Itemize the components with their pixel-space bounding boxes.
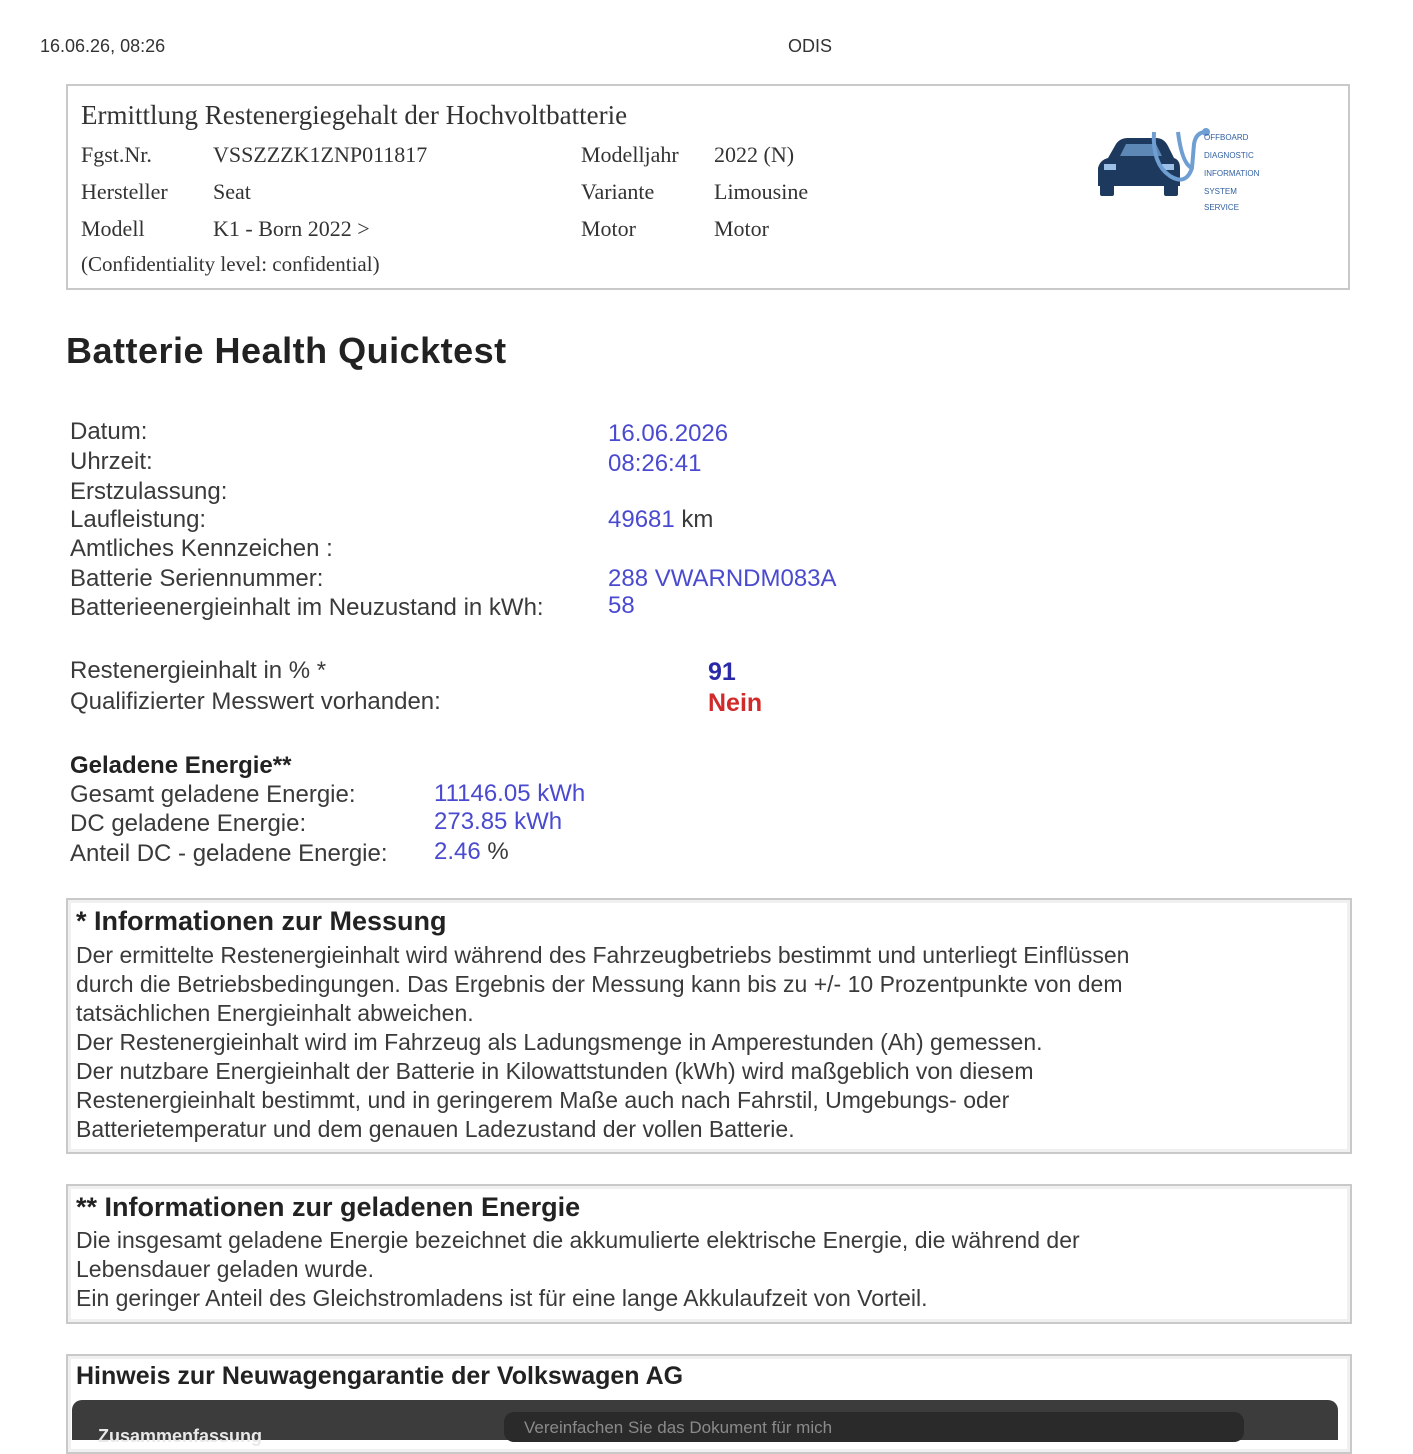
print-datetime: 16.06.26, 08:26 [40,36,166,56]
dc-unit: kWh [514,808,563,835]
info-energie-box [66,1184,1352,1324]
anteil-value [434,838,509,866]
info-messung-line: Der ermittelte Restenergieinhalt wird während des Fahrzeugbetriebs bestimmt und unterliegt Einflüssen [76,942,1130,968]
logo-text-2: DIAGNOSTIC [1204,151,1254,160]
assistant-overlay-bar [72,1400,1338,1446]
anteil-label: Anteil DC - geladene Energie: [70,840,388,867]
modelljahr-label: Modelljahr [581,142,679,167]
datum-value: 16.06.2026 [608,420,729,447]
app-name: ODIS [788,36,833,56]
logo-text-1: OFFBOARD [1204,133,1249,142]
logo-text-5: SERVICE [1204,203,1239,212]
modelljahr-value: 2022 (N) [714,142,795,167]
info-messung-line: durch die Betriebsbedingungen. Das Ergebnis der Messung kann bis zu +/- 10 Prozentpunkte von dem [76,971,1123,997]
seriennummer-value: 288 VWARNDM083A [608,565,837,592]
info-energie-line: Lebensdauer geladen wurde. [76,1256,374,1282]
info-messung-line: Restenergieinhalt bestimmt, und in geringerem Maße auch nach Fahrstil, Umgebungs- oder [76,1087,1010,1113]
vehicle-header-title: Ermittlung Restenergiegehalt der Hochvoltbatterie [81,100,628,130]
odis-car-stethoscope-logo [1094,124,1274,214]
anteil-unit: % [487,838,509,865]
dc-number: 273.85 [434,808,508,835]
info-messung-line: tatsächlichen Energieinhalt abweichen. [76,1000,474,1026]
info-messung-title: * Informationen zur Messung [76,906,447,936]
logo-text-3: INFORMATION [1204,169,1260,178]
dc-value [434,808,562,836]
vehicle-header-box [66,84,1350,290]
motor-label: Motor [581,216,636,241]
overlay-summary-label[interactable]: Zusammenfassung [98,1426,263,1446]
info-messung-text [76,941,1326,1144]
datum-label: Datum: [70,418,148,445]
info-energie-line: Ein geringer Anteil des Gleichstromladens ist für eine lange Akkulaufzeit von Vorteil. [76,1285,928,1311]
neuzustand-label: Batterieenergieinhalt im Neuzustand in kWh: [70,594,544,621]
info-energie-text [76,1226,1326,1313]
dc-label: DC geladene Energie: [70,810,307,837]
laufleistung-label: Laufleistung: [70,506,207,533]
gesamt-value [434,780,585,808]
report-title: Batterie Health Quicktest [66,330,507,371]
variante-label: Variante [581,179,655,204]
gesamt-number: 11146.05 [434,780,531,807]
laufleistung-unit: km [681,506,714,533]
info-messung-line: Der Restenergieinhalt wird im Fahrzeug als Ladungsmenge in Amperestunden (Ah) gemessen. [76,1029,1043,1055]
laufleistung-value [608,506,713,534]
restenergie-label: Restenergieinhalt in % * [70,657,327,684]
overlay-prompt-input[interactable]: Vereinfachen Sie das Dokument für mich [504,1412,1244,1442]
seriennummer-label: Batterie Seriennummer: [70,565,324,592]
info-energie-line: Die insgesamt geladene Energie bezeichnet die akkumulierte elektrische Energie, die während der [76,1227,1080,1253]
modell-label: Modell [81,216,145,241]
kennzeichen-label: Amtliches Kennzeichen : [70,535,333,562]
erstzulassung-label: Erstzulassung: [70,478,228,505]
hersteller-label: Hersteller [81,179,168,204]
gesamt-label: Gesamt geladene Energie: [70,781,356,808]
neuzustand-value: 58 [608,592,635,619]
hersteller-value: Seat [213,179,251,204]
fgst-value: VSSZZZK1ZNP011817 [213,142,428,167]
uhrzeit-label: Uhrzeit: [70,448,153,475]
info-messung-line: Der nutzbare Energieinhalt der Batterie in Kilowattstunden (kWh) wird maßgeblich von diesem [76,1058,1034,1084]
info-messung-line: Batterietemperatur und dem genauen Ladezustand der vollen Batterie. [76,1116,795,1142]
qualifiziert-value: Nein [708,689,763,717]
restenergie-value: 91 [708,658,736,686]
motor-value: Motor [714,216,769,241]
uhrzeit-value: 08:26:41 [608,450,702,477]
logo-text-4: SYSTEM [1204,187,1237,196]
gesamt-unit: kWh [537,780,586,807]
variante-value: Limousine [714,179,809,204]
info-messung-box [66,898,1352,1154]
anteil-number: 2.46 [434,838,481,865]
hinweis-title: Hinweis zur Neuwagengarantie der Volkswagen AG [76,1362,684,1390]
qualifiziert-label: Qualifizierter Messwert vorhanden: [70,688,441,715]
confidentiality-note: (Confidentiality level: confidential) [81,252,380,276]
laufleistung-number: 49681 [608,506,675,533]
info-energie-title: ** Informationen zur geladenen Energie [76,1192,581,1222]
fgst-label: Fgst.Nr. [81,142,152,167]
modell-value: K1 - Born 2022 > [213,216,370,241]
geladene-energie-heading: Geladene Energie** [70,752,292,779]
